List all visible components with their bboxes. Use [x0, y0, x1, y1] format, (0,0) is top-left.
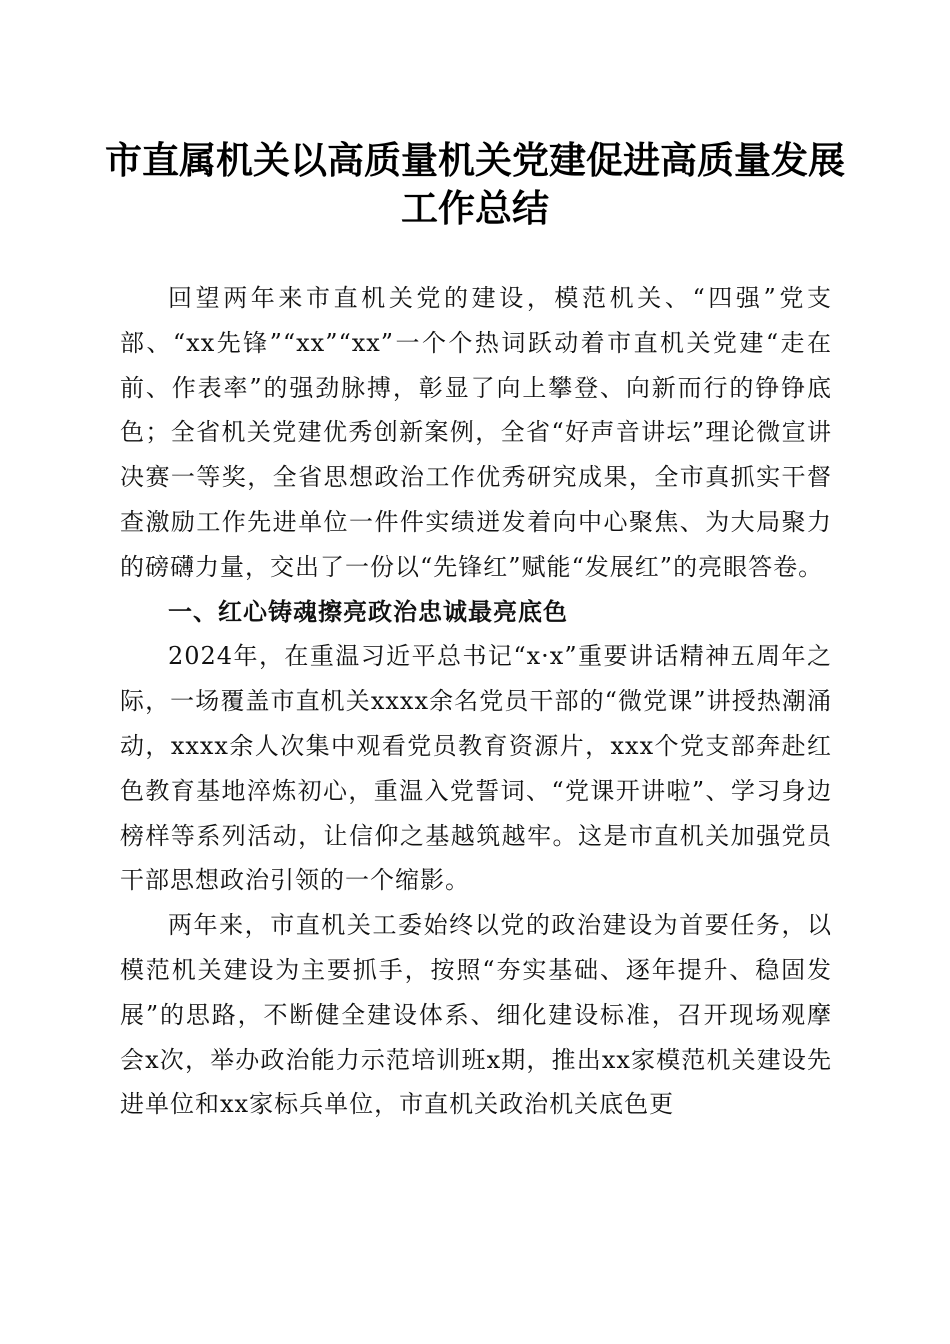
title-line-2: 工作总结 — [401, 186, 549, 230]
section-heading-1: 一、红心铸魂擦亮政治忠诚最亮底色 — [168, 597, 568, 626]
document-body — [120, 276, 832, 1127]
paragraph-intro: 回望两年来市直机关党的建设，模范机关、“四强”党支部、“xx先锋”“xx”“xx”一个个热词跃动着市直机关党建“走在前、作表率”的强劲脉搏，彰显了向上攀登、向新而行的铮铮底色；全省机关党建优秀创新案例，全省“好声音讲坛”理论微宣讲决赛一等奖，全省思想政治工作优秀研究成果，全市真抓实干督查激励工作先进单位一件件实绩迸发着向中心聚焦、为大局聚力的磅礴力量，交出了一份以“先锋红”赋能“发展红”的亮眼答卷。 — [120, 284, 832, 581]
paragraph-two-years: 两年来，市直机关工委始终以党的政治建设为首要任务，以模范机关建设为主要抓手，按照“夯实基础、逐年提升、稳固发展”的思路，不断健全建设体系、细化建设标准，召开现场观摩会x次，举办政治能力示范培训班x期，推出xx家模范机关建设先进单位和xx家标兵单位，市直机关政治机关底色更 — [120, 911, 832, 1119]
paragraph-2024: 2024年，在重温习近平总书记“x·x”重要讲话精神五周年之际，一场覆盖市直机关xxxx余名党员干部的“微党课”讲授热潮涌动，xxxx余人次集中观看党员教育资源片，xxx个党支部奔赴红色教育基地淬炼初心，重温入党誓词、“党课开讲啦”、学习身边榜样等系列活动，让信仰之基越筑越牢。这是市直机关加强党员干部思想政治引领的一个缩影。 — [120, 642, 832, 895]
title-line-1: 市直属机关以高质量机关党建促进高质量发展 — [105, 138, 845, 182]
document-title — [100, 136, 850, 232]
